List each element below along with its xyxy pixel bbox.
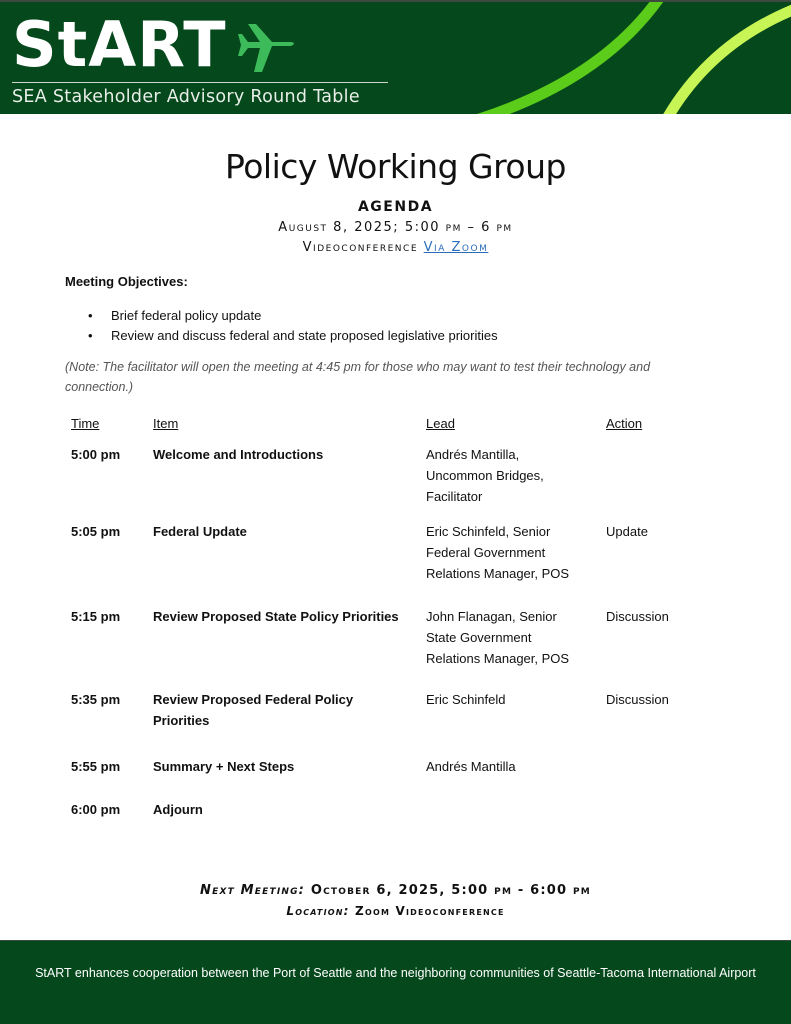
- row-lead: Andrés Mantilla: [426, 759, 516, 774]
- next-meeting: [0, 883, 791, 898]
- venue-prefix: Videoconference: [302, 240, 419, 255]
- page-title: Policy Working Group: [225, 147, 566, 186]
- header-lead: Lead: [426, 416, 455, 431]
- row-time: 5:05 pm: [71, 524, 121, 539]
- location-label: Location:: [286, 904, 350, 918]
- header-time: Time: [71, 416, 100, 431]
- logo-subtitle: SEA Stakeholder Advisory Round Table: [12, 87, 360, 107]
- objectives-list: [88, 306, 498, 346]
- row-lead: John Flanagan, Senior State Government Relations Manager, POS: [426, 609, 570, 666]
- logo-wordmark: StART: [12, 8, 227, 81]
- logo-divider: [12, 82, 388, 83]
- row-item: Summary + Next Steps: [153, 759, 295, 774]
- facilitator-note: (Note: The facilitator will open the meeting at 4:45 pm for those who may want to test their technology and connection.): [65, 360, 651, 394]
- row-item: Review Proposed Federal Policy Priorities: [153, 692, 354, 728]
- row-lead: Andrés Mantilla, Uncommon Bridges, Facilitator: [426, 447, 544, 504]
- next-meeting-label: Next Meeting:: [200, 883, 306, 898]
- zoom-link[interactable]: Via Zoom: [423, 240, 489, 255]
- objectives-heading: Meeting Objectives:: [65, 274, 188, 289]
- footer-banner: [0, 940, 791, 1024]
- row-time: 5:55 pm: [71, 759, 121, 774]
- arc-secondary: [665, 7, 791, 114]
- location-value: Zoom Videoconference: [355, 904, 505, 918]
- meeting-venue: [0, 240, 791, 255]
- arc-primary: [470, 2, 660, 114]
- objective-item: • Review and discuss federal and state proposed legislative priorities: [88, 326, 498, 346]
- footer-text: StART enhances cooperation between the Port of Seattle and the neighboring communities of Seattle-Tacoma International Airport: [35, 966, 756, 980]
- row-lead: Eric Schinfeld: [426, 692, 506, 707]
- next-meeting-location: [0, 904, 791, 918]
- row-action: Discussion: [606, 692, 669, 707]
- row-item: Review Proposed State Policy Priorities: [153, 609, 399, 624]
- row-action: Update: [606, 524, 648, 539]
- header-item: Item: [153, 416, 179, 431]
- row-time: 5:35 pm: [71, 692, 121, 707]
- row-time: 5:15 pm: [71, 609, 121, 624]
- row-time: 5:00 pm: [71, 447, 121, 462]
- row-item: Adjourn: [153, 802, 203, 817]
- row-lead: Eric Schinfeld, Senior Federal Government Relations Manager, POS: [426, 524, 570, 581]
- airplane-icon: [236, 20, 298, 76]
- row-item: Federal Update: [153, 524, 247, 539]
- objective-item: • Brief federal policy update: [88, 306, 498, 326]
- header-banner: [0, 0, 791, 114]
- next-meeting-value: October 6, 2025, 5:00 pm - 6:00 pm: [310, 883, 591, 898]
- agenda-label: AGENDA: [357, 199, 434, 215]
- row-time: 6:00 pm: [71, 802, 121, 817]
- row-action: Discussion: [606, 609, 669, 624]
- header-action: Action: [606, 416, 643, 431]
- row-item: Welcome and Introductions: [153, 447, 324, 462]
- meeting-date: August 8, 2025; 5:00 pm – 6 pm: [278, 220, 513, 235]
